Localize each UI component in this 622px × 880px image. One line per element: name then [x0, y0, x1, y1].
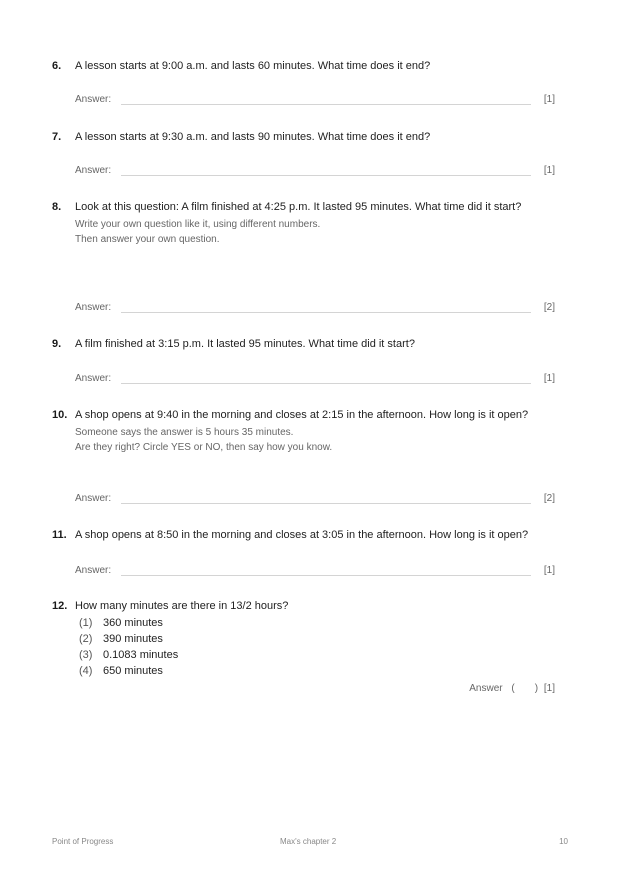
- marks: [1]: [543, 94, 555, 105]
- answer-row-8: [75, 302, 555, 316]
- question-text: A shop opens at 9:40 in the morning and closes at 2:15 in the afternoon. How long is it open?: [75, 409, 529, 421]
- answer-bracket-close: ): [534, 683, 539, 694]
- option-1[interactable]: [79, 615, 163, 631]
- marks: [1]: [543, 565, 555, 576]
- answer-line[interactable]: [121, 312, 531, 313]
- question-text: A film finished at 3:15 p.m. It lasted 95 minutes. What time did it start?: [75, 338, 415, 350]
- page-number: 10: [559, 837, 568, 846]
- option-text: 360 minutes: [103, 617, 163, 629]
- marks: [1]: [543, 373, 555, 384]
- marks: [1]: [543, 165, 555, 176]
- option-number: (2): [79, 633, 93, 645]
- answer-label: Answer:: [75, 373, 112, 384]
- marks: [1]: [543, 683, 555, 694]
- option-number: (1): [79, 617, 93, 629]
- answer-row-6: [75, 94, 555, 108]
- answer-line[interactable]: [121, 383, 531, 384]
- question-text: Look at this question: A film finished at 4:25 p.m. It lasted 95 minutes. What time did it start?: [75, 201, 522, 213]
- footer-center: Max's chapter 2: [280, 837, 337, 846]
- answer-line[interactable]: [121, 503, 531, 504]
- question-instruction: Then answer your own question.: [75, 234, 220, 245]
- question-text: How many minutes are there in 13/2 hours?: [75, 600, 289, 612]
- answer-row-9: [75, 373, 555, 387]
- question-text: A lesson starts at 9:00 a.m. and lasts 60 minutes. What time does it end?: [75, 60, 431, 72]
- question-number: 8.: [52, 201, 62, 213]
- option-4[interactable]: [79, 663, 163, 679]
- footer-left: Point of Progress: [52, 837, 114, 846]
- mc-answer-row: [469, 683, 555, 694]
- option-3[interactable]: [79, 647, 178, 663]
- marks: [2]: [543, 493, 555, 504]
- answer-label: Answer:: [75, 94, 112, 105]
- answer-row-10: [75, 493, 555, 507]
- option-text: 650 minutes: [103, 665, 163, 677]
- answer-label: Answer:: [75, 493, 112, 504]
- question-instruction: Someone says the answer is 5 hours 35 minutes.: [75, 427, 294, 438]
- answer-line[interactable]: [121, 575, 531, 576]
- option-number: (3): [79, 649, 93, 661]
- option-2[interactable]: [79, 631, 163, 647]
- question-instruction: Are they right? Circle YES or NO, then say how you know.: [75, 442, 333, 453]
- question-number: 10.: [52, 409, 68, 421]
- question-text: A lesson starts at 9:30 a.m. and lasts 90 minutes. What time does it end?: [75, 131, 431, 143]
- answer-label: Answer:: [75, 302, 112, 313]
- answer-line[interactable]: [121, 175, 531, 176]
- marks: [2]: [543, 302, 555, 313]
- answer-row-11: [75, 565, 555, 579]
- answer-label: Answer:: [75, 165, 112, 176]
- question-text: A shop opens at 8:50 in the morning and closes at 3:05 in the afternoon. How long is it open?: [75, 529, 529, 541]
- question-number: 11.: [52, 529, 67, 541]
- option-text: 0.1083 minutes: [103, 649, 179, 661]
- question-number: 12.: [52, 600, 68, 612]
- question-number: 9.: [52, 338, 62, 350]
- question-instruction: Write your own question like it, using different numbers.: [75, 219, 321, 230]
- question-number: 6.: [52, 60, 62, 72]
- answer-row-7: [75, 165, 555, 179]
- option-text: 390 minutes: [103, 633, 163, 645]
- answer-bracket-open: (: [511, 683, 515, 694]
- option-number: (4): [79, 665, 93, 677]
- answer-label: Answer: [469, 683, 503, 694]
- answer-label: Answer:: [75, 565, 112, 576]
- question-number: 7.: [52, 131, 62, 143]
- answer-line[interactable]: [121, 104, 531, 105]
